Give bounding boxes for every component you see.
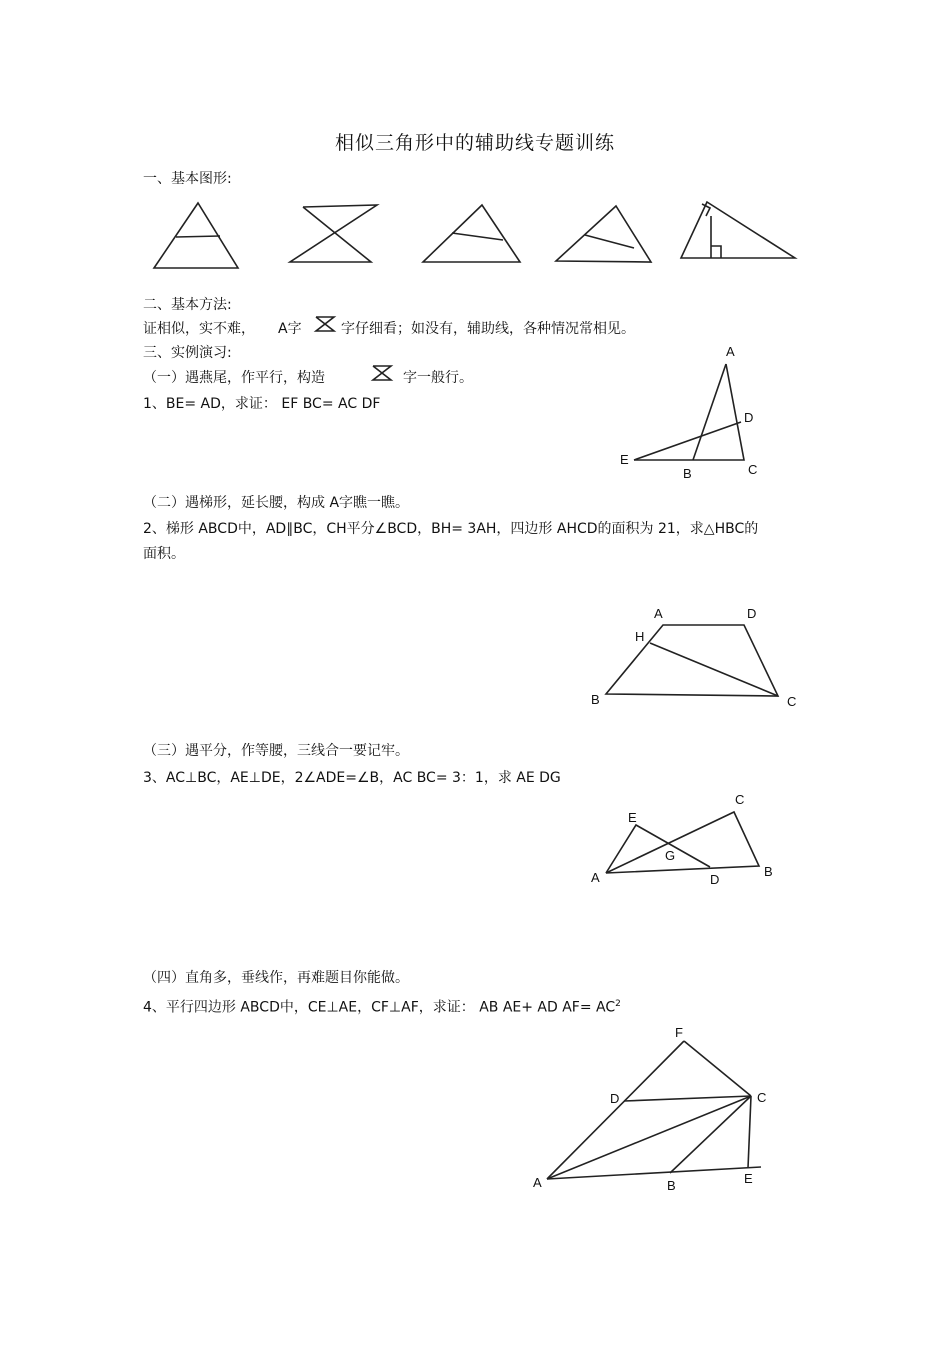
label-D: D [610, 1091, 620, 1106]
figure-3 [585, 790, 785, 900]
basic-figure-1 [150, 200, 245, 272]
label-B: B [591, 692, 600, 707]
case1-heading-a: （一）遇燕尾，作平行，构造 [143, 370, 325, 386]
label-B: B [764, 864, 773, 879]
label-C: C [787, 694, 797, 709]
label-E: E [628, 810, 637, 825]
case2-heading: （二）遇梯形，延长腰，构成 A字瞧一瞧。 [143, 495, 410, 511]
method-text-b: A字 [278, 321, 302, 337]
section1-heading: 一、基本图形: [143, 171, 232, 187]
method-text-a: 证相似，实不难， [143, 321, 255, 337]
case2-problem-line2: 面积。 [143, 546, 185, 562]
label-G: G [665, 848, 676, 863]
method-text-c: 字仔细看；如没有，辅助线，各种情况常相见。 [341, 321, 635, 337]
label-C: C [735, 792, 745, 807]
hourglass-icon [371, 364, 393, 382]
case4-problem-text: 4、平行四边形 ABCD中，CE⊥AE，CF⊥AF，求证： AB AE+ AD AF= AC [143, 999, 616, 1016]
basic-figure-5 [677, 198, 802, 270]
section3-heading: 三、实例演习: [143, 345, 232, 361]
case2-problem-line1: 2、梯形 ABCD中，AD∥BC，CH平分∠BCD，BH= 3AH，四边形 AHCD的面积为 21，求△HBC的 [143, 521, 759, 537]
label-D: D [747, 606, 757, 621]
label-C: C [748, 462, 758, 477]
figure-1 [610, 340, 790, 490]
case4-exponent: 2 [615, 999, 621, 1009]
page-title: 相似三角形中的辅助线专题训练 [334, 132, 615, 154]
label-A: A [726, 344, 735, 359]
case3-heading: （三）遇平分，作等腰，三线合一要记牢。 [143, 743, 409, 759]
label-D: D [744, 410, 754, 425]
label-B: B [667, 1178, 676, 1193]
case1-problem: 1、BE= AD，求证： EF BC= AC DF [143, 396, 381, 412]
label-A: A [654, 606, 663, 621]
case4-heading: （四）直角多，垂线作，再难题目你能做。 [143, 970, 409, 986]
label-E: E [620, 452, 629, 467]
section2-heading: 二、基本方法: [143, 297, 232, 313]
case1-heading-b: 字一般行。 [403, 370, 473, 386]
label-H: H [635, 629, 645, 644]
hourglass-icon [314, 315, 336, 333]
case4-problem [143, 995, 621, 1017]
basic-figure-3 [420, 200, 525, 272]
figure-4 [530, 1025, 770, 1200]
basic-figure-4 [552, 200, 657, 272]
label-D: D [710, 872, 720, 887]
case3-problem: 3、AC⊥BC，AE⊥DE，2∠ADE=∠B，AC BC= 3：1，求 AE DG [143, 770, 561, 786]
label-B: B [683, 466, 692, 481]
figure-2 [585, 600, 805, 715]
basic-figure-2 [285, 200, 380, 272]
label-A: A [591, 870, 600, 885]
label-A: A [533, 1175, 542, 1190]
label-E: E [744, 1171, 753, 1186]
label-C: C [757, 1090, 767, 1105]
label-F: F [675, 1025, 683, 1040]
